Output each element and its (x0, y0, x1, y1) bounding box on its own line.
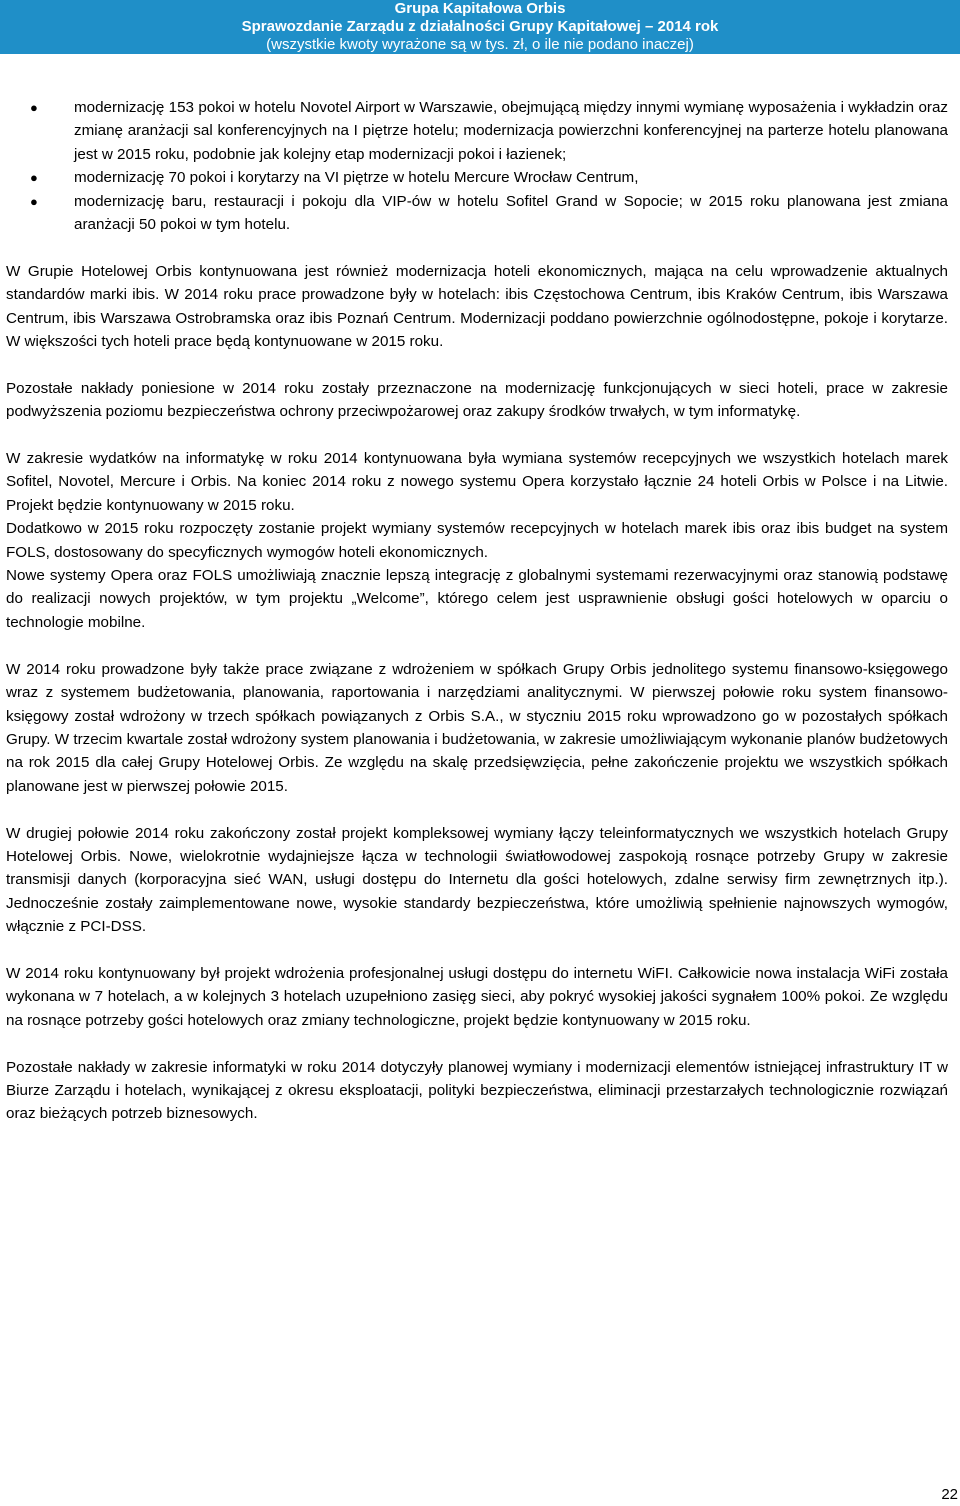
list-item (6, 96, 948, 166)
paragraph-opera-fols: Nowe systemy Opera oraz FOLS umożliwiają znacznie lepszą integrację z globalnymi systemami rezerwacyjnymi oraz stanowią podstawę do realizacji nowych projektów, w tym projektu „Welcome”, którego celem jest usprawnienie obsługi gości hotelowych w oparciu o technologie mobilne. (6, 567, 948, 631)
bullet-icon: ● (30, 170, 38, 186)
report-subtitle: Sprawozdanie Zarządu z działalności Grupy Kapitałowej – 2014 rok (241, 18, 719, 35)
bullet-icon: ● (30, 193, 38, 209)
list-item (6, 166, 948, 189)
bullet-icon: ● (30, 100, 38, 115)
paragraph-other-expenditures: Pozostałe nakłady poniesione w 2014 roku zostały przeznaczone na modernizację funkcjonujących w sieci hoteli, prace w zakresie podwyższenia poziomu bezpieczeństwa ochrony przeciwpożarowej oraz zakupy środków trwałych, w tym informatykę. (6, 379, 948, 421)
paragraph-network-links: W drugiej połowie 2014 roku zakończony został projekt kompleksowej wymiany łączy teleinformatycznych we wszystkich hotelach Grupy Hotelowej Orbis. Nowe, wielokrotnie wydajniejsze łącza w technologii światłowodowej zaspokoją rosnące potrzeby Grupy w zakresie transmisji danych (korporacyjna sieć WAN, usługi dostępu do Internetu dla gości hotelowych, zdalne serwisy firm zewnętrznych itp.). Jednocześnie zostały zaimplementowane nowe, wysokie standardy bezpieczeństwa, które umożliwią spełnienie najnowszych wymogów, włącznie z PCI-DSS. (6, 824, 948, 936)
page-number: 22 (941, 1486, 958, 1503)
paragraph-it-other: Pozostałe nakłady w zakresie informatyki w roku 2014 dotyczyły planowej wymiany i modernizacji elementów istniejącej infrastruktury IT w Biurze Zarządu i hotelach, wynikającej z okresu eksploatacji, polityki bezpieczeństwa, eliminacji przestarzałych technologicznie rozwiązań oraz bieżących potrzeb biznesowych. (6, 1058, 948, 1123)
modernization-list (6, 96, 948, 236)
paragraph-fols-project: Dodatkowo w 2015 roku rozpoczęty zostanie projekt wymiany systemów recepcyjnych w hotelach marek ibis oraz ibis budget na system FOLS, dostosowany do specyficznych wymogów hoteli ekonomicznych. (6, 520, 948, 561)
paragraph-wifi: W 2014 roku kontynuowany był projekt wdrożenia profesjonalnej usługi dostępu do internetu WiFI. Całkowicie nowa instalacja WiFi została wykonana w 7 hotelach, a w kolejnych 3 hotelach uzupełniono zasięg sieci, aby pokryć wysokiej jakości sygnałem 100% pokoi. Ze względu na rosnące potrzeby gości hotelowych oraz zmiany technologiczne, projekt będzie kontynuowany w 2015 roku. (6, 964, 948, 1029)
document-body (6, 96, 948, 1149)
list-item-text: modernizację baru, restauracji i pokoju dla VIP-ów w hotelu Sofitel Grand w Sopocie; w 2015 roku planowana jest zmiana aranżacji 50 pokoi w tym hotelu. (74, 192, 948, 234)
currency-note: (wszystkie kwoty wyrażone są w tys. zł, o ile nie podano inaczej) (266, 36, 694, 53)
list-item-text: modernizację 70 pokoi i korytarzy na VI piętrze w hotelu Mercure Wrocław Centrum, (74, 169, 639, 187)
paragraph-ibis-modernization: W Grupie Hotelowej Orbis kontynuowana jest również modernizacja hoteli ekonomicznych, mająca na celu wprowadzenie aktualnych standardów marki ibis. W 2014 roku prace prowadzone były w hotelach: ibis Częstochowa Centrum, ibis Kraków Centrum, ibis Warszawa Centrum, ibis Warszawa Ostrobramska oraz ibis Poznań Centrum. Modernizacji poddano powierzchnie ogólnodostępne, pokoje i korytarze. W większości tych hoteli prace będą kontynuowane w 2015 roku. (6, 262, 948, 351)
list-item-text: modernizację 153 pokoi w hotelu Novotel Airport w Warszawie, obejmującą między innymi wymianę wyposażenia i wykładzin oraz zmianę aranżacji sal konferencyjnych na I piętrze hotelu; modernizacja powierzchni konferencyjnej na parterze hotelu planowana jest w 2015 roku, podobnie jak kolejny etap modernizacji pokoi i łazienek; (74, 99, 948, 163)
report-group-title: Grupa Kapitałowa Orbis (394, 0, 566, 17)
list-item (6, 190, 948, 237)
paragraph-it-reception-systems: W zakresie wydatków na informatykę w roku 2014 kontynuowana była wymiana systemów recepcyjnych we wszystkich hotelach marek Sofitel, Novotel, Mercure i Orbis. Na koniec 2014 roku z nowego systemu Opera korzystało łącznie 24 hoteli Orbis w Polsce i na Litwie. Projekt będzie kontynuowany w 2015 roku. (6, 450, 948, 514)
page-header (0, 0, 960, 54)
paragraph-finance-system: W 2014 roku prowadzone były także prace związane z wdrożeniem w spółkach Grupy Orbis jednolitego systemu finansowo-księgowego wraz z systemem budżetowania, planowania, raportowania i narzędziami analitycznymi. W pierwszej połowie roku system finansowo-księgowy został wdrożony w trzech spółkach powiązanych z Orbis S.A., w styczniu 2015 roku wprowadzono go w pozostałych spółkach Grupy. W trzecim kwartale został wdrożony system planowania i budżetowania, w zakresie umożliwiającym wykonanie planów budżetowych na rok 2015 dla całej Grupy Hotelowej Orbis. Ze względu na skalę przedsięwzięcia, pełne zakończenie projektu we wszystkich spółkach planowane jest w pierwszej połowie 2015. (6, 660, 948, 795)
